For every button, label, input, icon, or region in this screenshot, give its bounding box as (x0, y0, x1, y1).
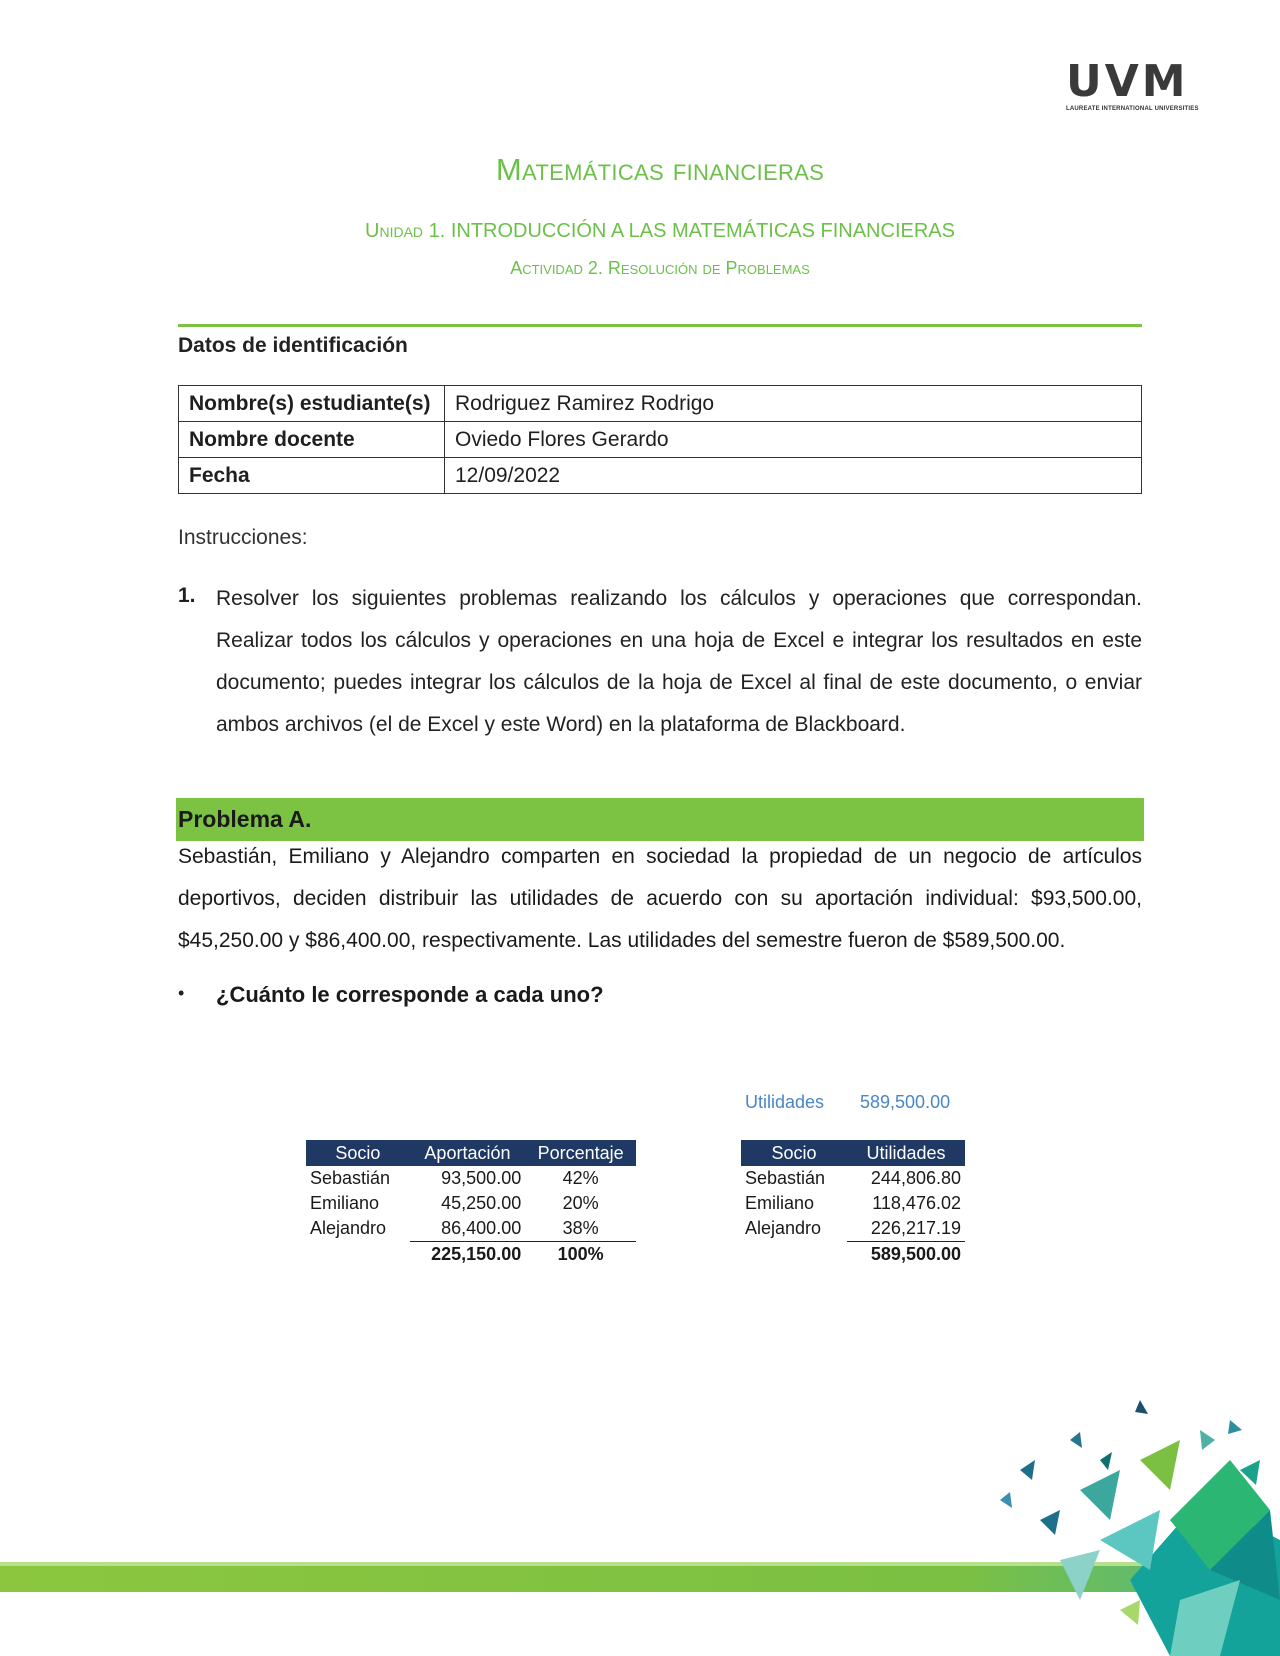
table-cell: 93,500.00 (441, 1168, 522, 1188)
table-cell: Emiliano (310, 1193, 380, 1213)
table-row (741, 1216, 965, 1242)
geometric-decoration (980, 1400, 1280, 1656)
logo-text: UVM (1066, 56, 1189, 107)
utilidades-value: 589,500.00 (860, 1092, 951, 1112)
bullet-icon: • (178, 983, 185, 1003)
total-cell: 100% (557, 1244, 604, 1264)
identification-heading: Datos de identificación (178, 334, 408, 357)
table-row (179, 386, 1142, 422)
problem-title: Problema A. (178, 806, 312, 832)
instruction-number: 1. (178, 584, 196, 607)
column-header: Socio (306, 1140, 410, 1166)
date-value: 12/09/2022 (445, 458, 1142, 494)
table-cell: Alejandro (310, 1218, 387, 1239)
teacher-value: Oviedo Flores Gerardo (445, 422, 1142, 458)
table-row (179, 422, 1142, 458)
document-title: Matemáticas financieras (495, 152, 825, 187)
table-cell: Sebastián (310, 1168, 391, 1188)
total-cell: 225,150.00 (431, 1244, 522, 1264)
column-header: Porcentaje (525, 1140, 636, 1166)
instruction-text: Resolver los siguientes problemas realizando los cálculos y operaciones que correspondan. Realizar todos los cálculos y operaciones en una hoja de Excel e integrar los resultados en este documento; puedes integrar los cálculos de la hoja de Excel al final de este documento, o enviar ambos archivos (el de Excel y este Word) en la plataforma de Blackboard. (216, 587, 1142, 736)
student-label: Nombre(s) estudiante(s) (179, 386, 445, 422)
table-cell (306, 1242, 410, 1268)
table-row (306, 1191, 636, 1216)
unit-subtitle: Unidad 1. INTRODUCCIÓN A LAS MATEMÁTICAS FINANCIERAS (365, 220, 955, 242)
table-row (306, 1166, 636, 1191)
problem-text: Sebastián, Emiliano y Alejandro comparten en sociedad la propiedad de un negocio de artículos deportivos, deciden distribuir las utilidades de acuerdo con su aportación individual: $93,500.00, $45,250.00 y $86,400.00, respectivamente. Las utilidades del semestre fueron de $589,500.00. (178, 845, 1142, 952)
column-header: Utilidades (847, 1140, 965, 1166)
table-row (741, 1191, 965, 1216)
column-header: Socio (741, 1140, 847, 1166)
logo-subtitle: LAUREATE INTERNATIONAL UNIVERSITIES (1066, 106, 1199, 112)
table-cell: Emiliano (745, 1193, 815, 1213)
uvm-logo (1066, 56, 1199, 112)
table-total-row (306, 1242, 636, 1268)
table-cell: 42% (562, 1168, 599, 1188)
column-header: Aportación (410, 1140, 526, 1166)
total-cell: 589,500.00 (870, 1244, 961, 1264)
table-cell (741, 1242, 847, 1268)
table-cell: 45,250.00 (441, 1193, 522, 1213)
table-row (741, 1166, 965, 1191)
contribution-table (306, 1140, 636, 1267)
student-value: Rodriguez Ramirez Rodrigo (445, 386, 1142, 422)
table-cell: 244,806.80 (870, 1168, 961, 1188)
instructions-heading: Instrucciones: (178, 526, 308, 549)
table-cell: Alejandro (745, 1218, 822, 1239)
profit-table (741, 1140, 965, 1267)
table-cell: 20% (562, 1193, 599, 1213)
table-cell: 118,476.02 (872, 1193, 961, 1213)
section-divider (178, 324, 1142, 327)
identification-table (178, 385, 1142, 494)
problem-question: ¿Cuánto le corresponde a cada uno? (216, 982, 604, 1007)
table-header-row (741, 1140, 965, 1166)
teacher-label: Nombre docente (179, 422, 445, 458)
utilidades-label: Utilidades (745, 1092, 825, 1112)
table-header-row (306, 1140, 636, 1166)
table-total-row (741, 1242, 965, 1268)
date-label: Fecha (179, 458, 445, 494)
table-cell: 38% (525, 1216, 636, 1242)
table-row (306, 1216, 636, 1242)
table-cell: Sebastián (745, 1168, 826, 1188)
problem-heading-bar (176, 798, 1144, 841)
table-cell: 226,217.19 (847, 1216, 965, 1242)
table-row (179, 458, 1142, 494)
activity-subtitle: Actividad 2. Resolución de Problemas (510, 258, 810, 278)
table-cell: 86,400.00 (410, 1216, 526, 1242)
